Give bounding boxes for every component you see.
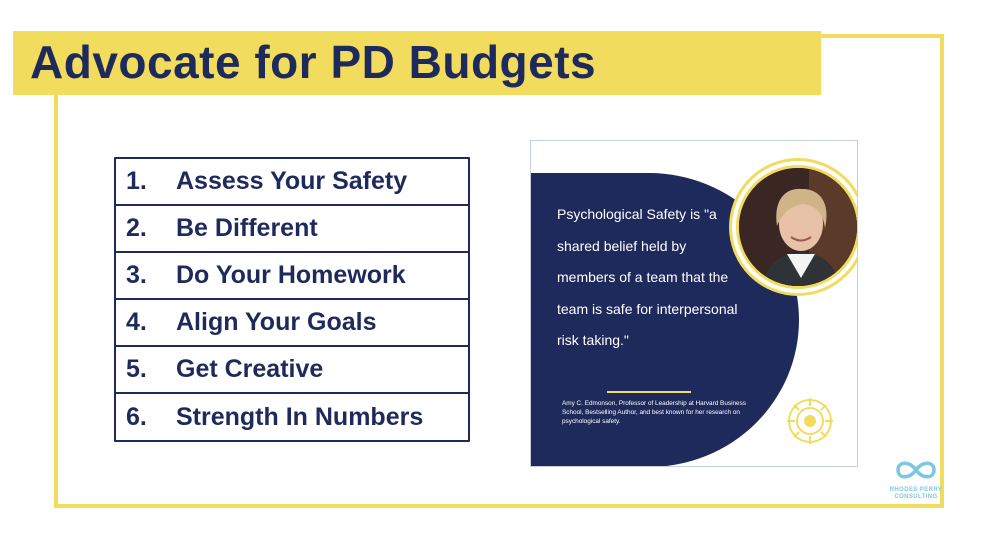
step-label: Strength In Numbers — [176, 402, 424, 431]
quote-attribution: Amy C. Edmonson, Professor of Leadership at Harvard Business School, Bestselling Author, and best known for her research on psychological safety. — [562, 400, 746, 425]
logo-line-1: RHODES PERRY — [889, 487, 943, 493]
quote-text: Psychological Safety is "a shared belief held by members of a team that the team is safe for interpersonal risk taking." — [557, 206, 738, 348]
portrait-photo — [736, 165, 858, 289]
company-logo — [887, 458, 945, 506]
step-number: 2. — [126, 214, 147, 242]
step-label: Assess Your Safety — [176, 167, 408, 195]
list-item — [116, 394, 468, 440]
step-number: 4. — [126, 308, 147, 336]
step-number: 3. — [126, 261, 147, 289]
step-label: Get Creative — [176, 355, 324, 383]
step-label: Do Your Homework — [176, 261, 406, 289]
step-number: 6. — [126, 402, 147, 431]
list-item — [116, 300, 468, 347]
step-label: Align Your Goals — [176, 308, 377, 336]
steps-list — [114, 157, 470, 442]
list-item — [116, 253, 468, 300]
infinity-logo-icon — [893, 469, 939, 486]
list-item — [116, 347, 468, 394]
list-item — [116, 159, 468, 206]
step-label: Be Different — [176, 214, 318, 242]
step-number: 5. — [126, 355, 147, 383]
list-item — [116, 206, 468, 253]
sun-seal-icon — [785, 396, 835, 446]
step-number: 1. — [126, 167, 147, 195]
quote-card — [530, 140, 858, 467]
slide-title: Advocate for PD Budgets — [30, 36, 597, 88]
quote-divider — [607, 391, 691, 393]
logo-line-2: CONSULTING — [894, 494, 938, 500]
